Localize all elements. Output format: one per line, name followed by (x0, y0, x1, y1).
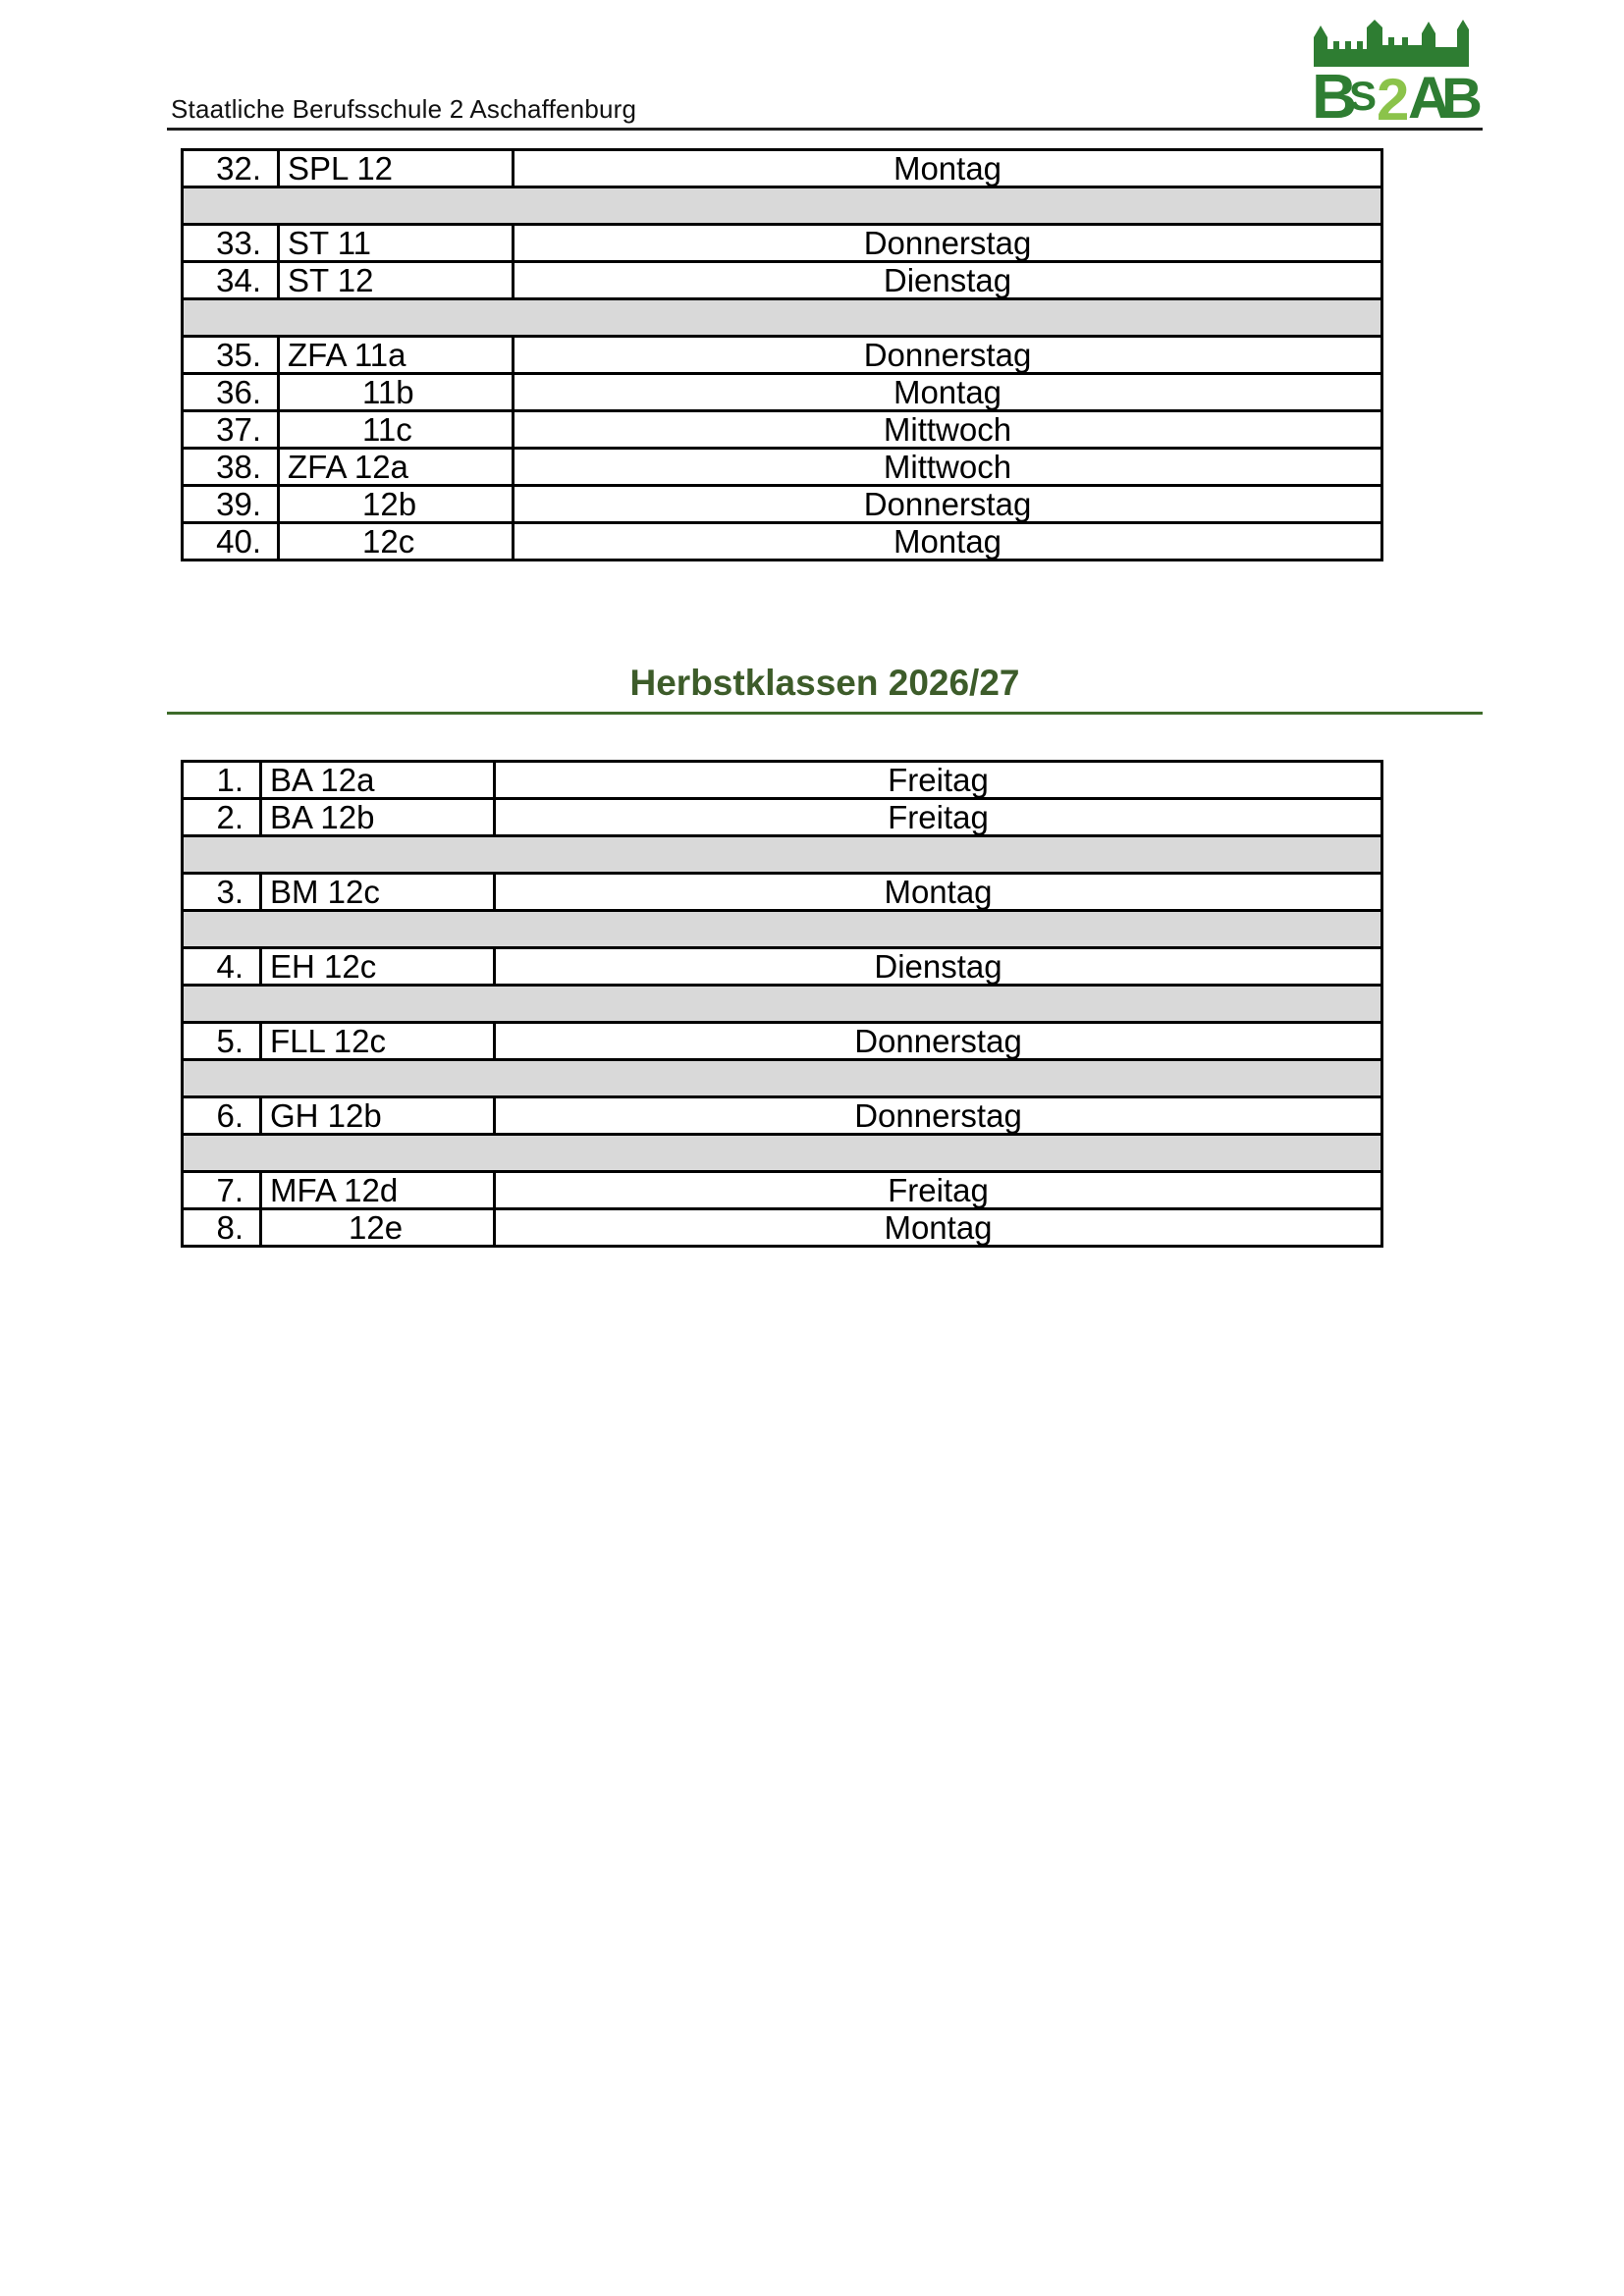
table-row (183, 1172, 1382, 1209)
separator-cell (183, 836, 1382, 874)
school-name: Staatliche Berufsschule 2 Aschaffenburg (171, 94, 637, 124)
row-number: 7. (183, 1172, 261, 1209)
table-row (183, 449, 1382, 486)
weekday: Donnerstag (495, 1097, 1382, 1135)
separator-row (183, 911, 1382, 948)
svg-text:B: B (1312, 61, 1358, 132)
separator-row (183, 986, 1382, 1023)
weekday: Montag (495, 1209, 1382, 1247)
weekday: Dienstag (514, 262, 1382, 299)
class-label: 12c (362, 523, 415, 560)
weekday: Mittwoch (514, 449, 1382, 486)
row-number: 6. (183, 1097, 261, 1135)
class-label: FLL 12c (270, 1023, 387, 1059)
class-label: SPL 12 (288, 150, 394, 187)
weekday: Mittwoch (514, 411, 1382, 449)
class-name (261, 874, 495, 911)
schedule-table-herbst (181, 760, 1383, 1248)
row-number: 8. (183, 1209, 261, 1247)
schedule-table-continued (181, 148, 1383, 561)
class-name (261, 1209, 495, 1247)
class-name (279, 337, 514, 374)
table-row (183, 262, 1382, 299)
weekday: Freitag (495, 762, 1382, 799)
class-label: ZFA 12a (288, 449, 408, 485)
table-row (183, 523, 1382, 561)
class-label: BM 12c (270, 874, 380, 910)
class-name (261, 1097, 495, 1135)
weekday: Dienstag (495, 948, 1382, 986)
weekday: Freitag (495, 1172, 1382, 1209)
row-number: 3. (183, 874, 261, 911)
table-row (183, 762, 1382, 799)
separator-row (183, 1060, 1382, 1097)
class-name (279, 225, 514, 262)
weekday: Donnerstag (495, 1023, 1382, 1060)
weekday: Freitag (495, 799, 1382, 836)
class-name (261, 799, 495, 836)
row-number: 5. (183, 1023, 261, 1060)
class-name (261, 948, 495, 986)
separator-cell (183, 1135, 1382, 1172)
row-number: 40. (183, 523, 279, 561)
class-label: EH 12c (270, 948, 377, 985)
class-name (261, 762, 495, 799)
class-label: 12e (349, 1209, 404, 1246)
row-number: 38. (183, 449, 279, 486)
weekday: Montag (495, 874, 1382, 911)
separator-cell (183, 299, 1382, 337)
table-row (183, 799, 1382, 836)
table-row (183, 225, 1382, 262)
class-name (279, 150, 514, 187)
class-label: BA 12b (270, 799, 375, 835)
class-label: BA 12a (270, 762, 375, 798)
class-label: MFA 12d (270, 1172, 399, 1208)
row-number: 39. (183, 486, 279, 523)
row-number: 37. (183, 411, 279, 449)
weekday: Montag (514, 523, 1382, 561)
class-name (279, 262, 514, 299)
class-label: 12b (362, 486, 417, 522)
separator-cell (183, 911, 1382, 948)
class-name (261, 1172, 495, 1209)
table-row (183, 874, 1382, 911)
row-number: 4. (183, 948, 261, 986)
class-name (279, 523, 514, 561)
table-row (183, 1023, 1382, 1060)
section-title: Herbstklassen 2026/27 (629, 663, 1020, 703)
header-divider (167, 128, 1483, 131)
row-number: 35. (183, 337, 279, 374)
separator-row (183, 299, 1382, 337)
class-name (261, 1023, 495, 1060)
separator-cell (183, 187, 1382, 225)
svg-text:A: A (1408, 65, 1451, 131)
class-name (279, 449, 514, 486)
weekday: Donnerstag (514, 337, 1382, 374)
row-number: 1. (183, 762, 261, 799)
class-label: GH 12b (270, 1097, 382, 1134)
separator-row (183, 1135, 1382, 1172)
table-row (183, 1097, 1382, 1135)
svg-text:B: B (1441, 67, 1483, 131)
row-number: 36. (183, 374, 279, 411)
separator-row (183, 187, 1382, 225)
separator-cell (183, 986, 1382, 1023)
table-row (183, 1209, 1382, 1247)
table-row (183, 374, 1382, 411)
row-number: 32. (183, 150, 279, 187)
row-number: 2. (183, 799, 261, 836)
class-name (279, 486, 514, 523)
class-label: ZFA 11a (288, 337, 406, 373)
class-label: ST 11 (288, 225, 371, 261)
weekday: Montag (514, 150, 1382, 187)
table-row (183, 150, 1382, 187)
separator-cell (183, 1060, 1382, 1097)
class-label: 11b (362, 374, 414, 410)
table-row (183, 948, 1382, 986)
row-number: 34. (183, 262, 279, 299)
section-divider (167, 712, 1483, 715)
table-row (183, 486, 1382, 523)
class-label: ST 12 (288, 262, 374, 298)
weekday: Donnerstag (514, 225, 1382, 262)
weekday: Montag (514, 374, 1382, 411)
separator-row (183, 836, 1382, 874)
class-name (279, 374, 514, 411)
school-logo (1312, 20, 1483, 133)
class-label: 11c (362, 411, 412, 448)
table-row (183, 411, 1382, 449)
row-number: 33. (183, 225, 279, 262)
svg-text:2: 2 (1377, 67, 1410, 133)
table-row (183, 337, 1382, 374)
svg-text:S: S (1349, 73, 1378, 119)
class-name (279, 411, 514, 449)
weekday: Donnerstag (514, 486, 1382, 523)
